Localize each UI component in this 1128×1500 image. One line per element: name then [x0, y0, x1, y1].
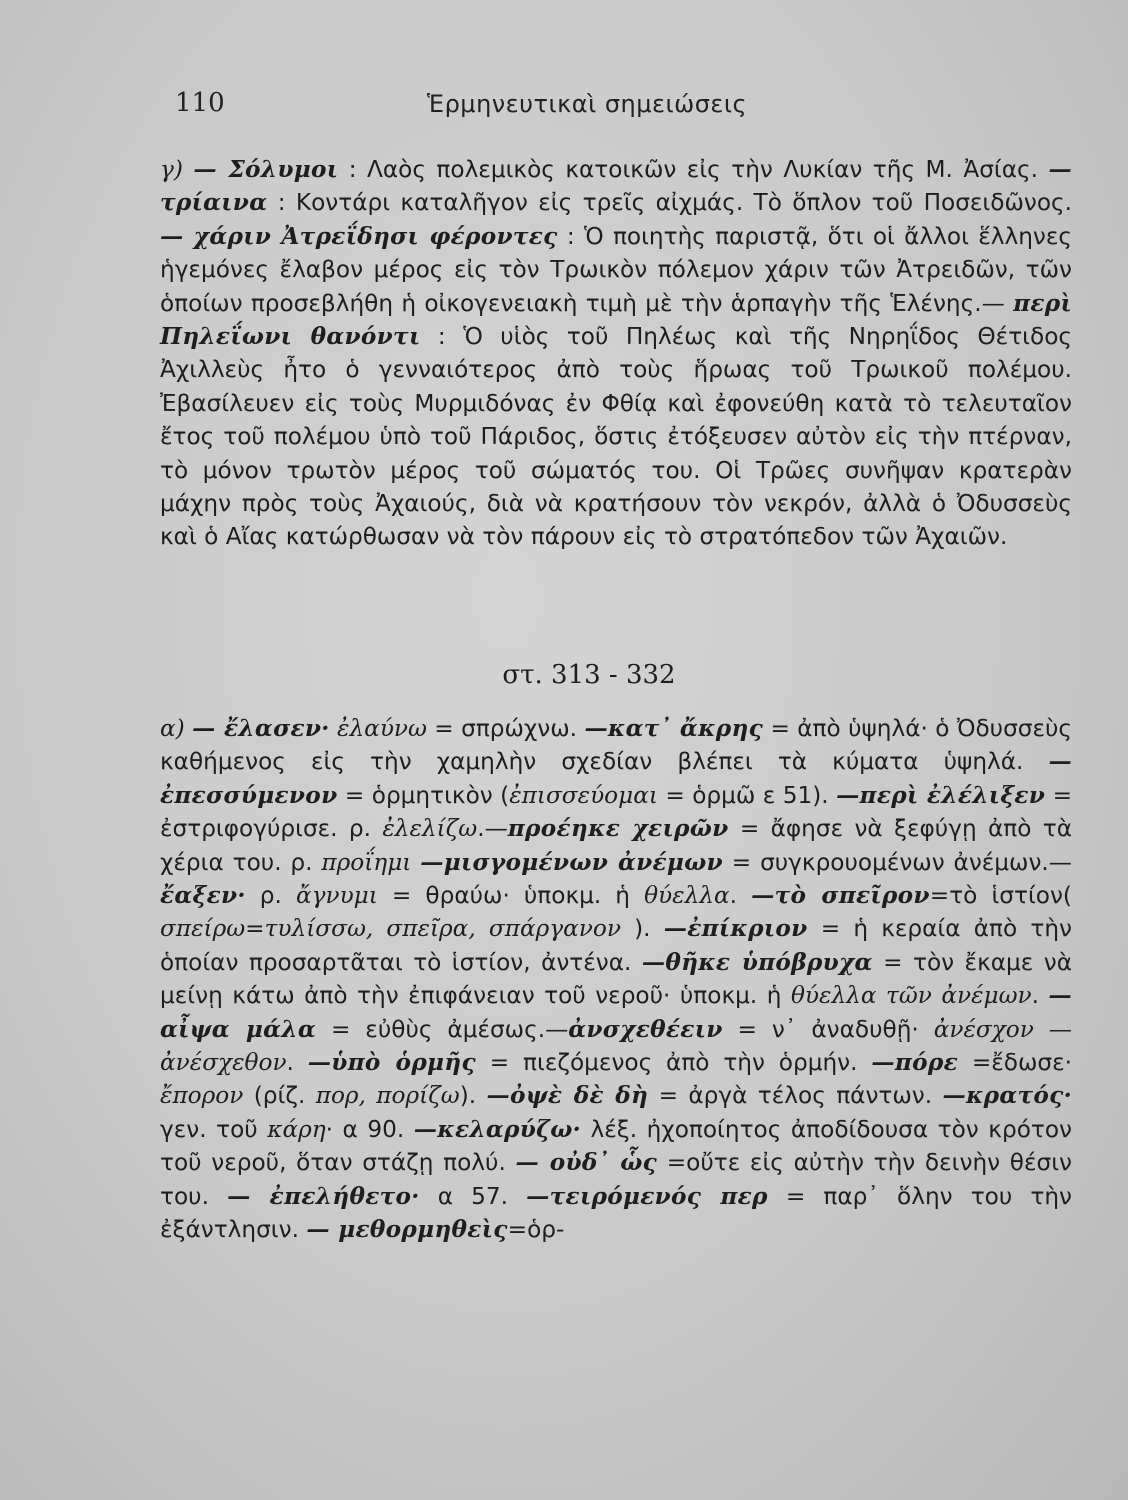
gloss: =οὔτε εἰς αὐτὴν τὴν δεινὴν θέσιν του. — [160, 1149, 1073, 1210]
gloss: . — [286, 1049, 308, 1077]
lemma: —πόρε — [871, 1049, 958, 1077]
gloss: .— — [477, 815, 508, 843]
greek-form: ἐλαύνω — [337, 715, 427, 742]
gloss: = συγκρουομένων ἀνέμων.— — [722, 848, 1072, 876]
gloss: ). — [620, 915, 664, 943]
gloss — [411, 849, 420, 876]
greek-form: κάρη — [267, 1115, 326, 1143]
lemma: — ἐπεσσύμενον — [160, 748, 1072, 809]
greek-form: ἐλελίζω — [382, 815, 478, 843]
gloss: =ἔδωσε· — [957, 1049, 1073, 1077]
lemma: — ἐπελήθετο· — [227, 1182, 420, 1210]
lemma: —τειρόμενός περ — [526, 1182, 768, 1210]
gloss: = ἄφησε νὰ ξεφύγῃ ἀπὸ τὰ χέρια του. ρ. — [160, 815, 1073, 876]
greek-form: προΐημι — [321, 848, 412, 876]
lemma: —θῆκε ὑπόβρυχα — [641, 948, 873, 976]
page-number: 110 — [175, 88, 225, 118]
greek-form: ἐπισσεύομαι — [509, 781, 658, 809]
gloss: = ἐστριφογύρισε. ρ. — [160, 781, 1072, 843]
greek-form: ἔπορον — [160, 1082, 244, 1110]
gloss: = θραύω· ὑποκμ. ἡ — [377, 882, 645, 910]
gloss: = — [245, 915, 265, 943]
lemma: —μισγομένων ἀνέμων — [420, 848, 723, 876]
lemma: — μεθορμηθεὶς — [306, 1216, 508, 1244]
gloss: =ὁρ- — [507, 1216, 565, 1244]
lemma: —ὀψὲ δὲ δὴ — [486, 1082, 649, 1110]
lemma: —ἐπίκριον — [663, 915, 808, 943]
lemma: —αἶψα μάλα — [160, 982, 1072, 1043]
commentary-paragraph-2 — [160, 712, 1072, 1247]
lemma: —κελαρύζω· — [413, 1115, 581, 1143]
lemma: — τρίαινα — [160, 156, 1072, 217]
lemma: περὶ Πηλεΐωνι θανόντι — [160, 289, 1072, 351]
item-marker: α) — [160, 715, 193, 742]
item-marker: γ) — [160, 156, 194, 183]
gloss — [330, 715, 337, 742]
gloss: : Λαὸς πολεμικὸς κατοικῶν εἰς τὴν Λυκίαν τῆς Μ. Ἀσίας. — [338, 156, 1049, 183]
lemma: ἔαξεν· — [160, 882, 246, 910]
lemma: —κατ᾽ ἄκρης — [584, 715, 764, 742]
lemma: ἀνσχεθέειν — [568, 1015, 723, 1043]
greek-form: τυλίσσω, σπεῖρα, σπάργανον — [264, 915, 621, 943]
section-heading: στ. 313 - 332 — [502, 660, 676, 690]
gloss: ρ. — [245, 882, 296, 910]
lemma: — οὐδ᾽ ὧς — [515, 1149, 658, 1177]
gloss: = ὁρμητικὸν ( — [337, 781, 510, 809]
lemma: —κρατός· — [942, 1082, 1072, 1110]
gloss: γεν. τοῦ — [160, 1115, 268, 1143]
lemma: — Σόλυμοι — [193, 156, 339, 183]
gloss: = πιεζόμενος ἀπὸ τὴν ὁρμήν. — [475, 1049, 872, 1077]
lemma: —περὶ ἐλέλιξεν — [836, 781, 1046, 809]
gloss: = σπρώχνω. — [426, 715, 585, 742]
gloss: : Κοντάρι καταλῆγον εἰς τρεῖς αἰχμάς. Τὸ ὅπλον τοῦ Ποσειδῶνος. — [267, 189, 1072, 217]
gloss: : Ὁ ποιητὴς παριστᾷ, ὅτι οἱ ἄλλοι ἕλληνες ἡγεμόνες ἔλαβον μέρος εἰς τὸν Τρωικὸν πόλεμον χάριν τῶν Ἀτρειδῶν, τῶν ὁποίων προσεβλήθη ἡ οἰκογενειακὴ τιμὴ μὲ τὴν ἁρπαγὴν τῆς Ἑλένης.— — [160, 222, 1072, 317]
gloss: = ἀργὰ τέλος πάντων. — [648, 1082, 943, 1110]
gloss: = ν᾽ ἀναδυθῇ· — [722, 1015, 934, 1043]
greek-form: σπείρω — [160, 915, 246, 943]
gloss: = τὸν ἔκαμε νὰ μείνῃ κάτω ἀπὸ τὴν ἐπιφάνειαν τοῦ νεροῦ· ὑποκμ. ἡ — [160, 948, 1072, 1010]
page-header — [175, 88, 975, 128]
gloss: = ἀπὸ ὑψηλά· ὁ Ὀδυσσεὺς καθήμενος εἰς τὴν χαμηλὴν σχεδίαν βλέπει τὰ κύματα ὑψηλά. — [160, 715, 1073, 776]
greek-form: ἄγνυμι — [295, 882, 378, 910]
greek-form: θύελλα — [644, 882, 730, 910]
commentary-paragraph-1 — [160, 153, 1072, 554]
gloss: λέξ. ἠχοποίητος ἀποδίδουσα τὸν κρότον τοῦ νεροῦ, ὅταν στάζῃ πολύ. — [160, 1115, 1072, 1177]
greek-form: θύελλα τῶν ἀνέμων — [790, 982, 1032, 1010]
lemma: — ἔλασεν· — [192, 715, 330, 742]
gloss: =τὸ ἱστίον( — [929, 882, 1072, 910]
lemma: προέηκε χειρῶν — [507, 815, 729, 843]
gloss: = ὁρμῶ ε 51). — [657, 781, 837, 809]
gloss: : Ὁ υἱὸς τοῦ Πηλέως καὶ τῆς Νηρηΐδος Θέτιδος Ἀχιλλεὺς ἦτο ὁ γενναιότερος ἀπὸ τοὺς ἥρωας τοῦ Τρωικοῦ πολέμου. Ἐβασίλευεν εἰς τοὺς Μυρμιδόνας ἐν Φθίᾳ καὶ ἐφονεύθη κατὰ τὸ τελευταῖον ἔτος τοῦ πολέμου ὑπὸ τοῦ Πάριδος, ὅστις ἐτόξευσεν αὐτὸν εἰς τὴν πτέρναν, τὸ μόνον τρωτὸν μέρος τοῦ σώματός του. Οἱ Τρῶες συνῆψαν κρατερὰν μάχην πρὸς τοὺς Ἀχαιούς, διὰ νὰ κρατήσουν τὸν νεκρόν, ἀλλὰ ὁ Ὀδυσσεὺς καὶ ὁ Αἴας κατώρθωσαν νὰ τὸν πάρουν εἰς τὸ στρατόπεδον τῶν Ἀχαιῶν. — [160, 323, 1072, 551]
gloss: · α 90. — [325, 1115, 414, 1143]
gloss: . — [1031, 982, 1049, 1010]
gloss: = ἡ κεραία ἀπὸ τὴν ὁποίαν προσαρτᾶται τὸ ἱστίον, ἀντένα. — [160, 915, 1072, 976]
gloss: ). — [459, 1082, 487, 1110]
running-title: Ἑρμηνευτικαὶ σημειώσεις — [427, 90, 748, 118]
greek-form: ἀνέσχον — ἀνέσχεθον — [160, 1015, 1072, 1077]
greek-form: πορ, πορίζω — [315, 1082, 460, 1110]
gloss: = εὐθὺς ἀμέσως.— — [316, 1015, 569, 1043]
gloss: . — [729, 882, 752, 910]
gloss: = παρ᾽ ὅλην του τὴν ἐξάντλησιν. — [160, 1182, 1073, 1244]
lemma: —τὸ σπεῖρον — [751, 882, 930, 910]
gloss: α 57. — [419, 1182, 527, 1210]
gloss: (ρίζ. — [243, 1082, 316, 1110]
lemma: — χάριν Ἀτρεΐδησι φέροντες — [160, 222, 558, 250]
lemma: —ὑπὸ ὁρμῆς — [307, 1049, 476, 1077]
